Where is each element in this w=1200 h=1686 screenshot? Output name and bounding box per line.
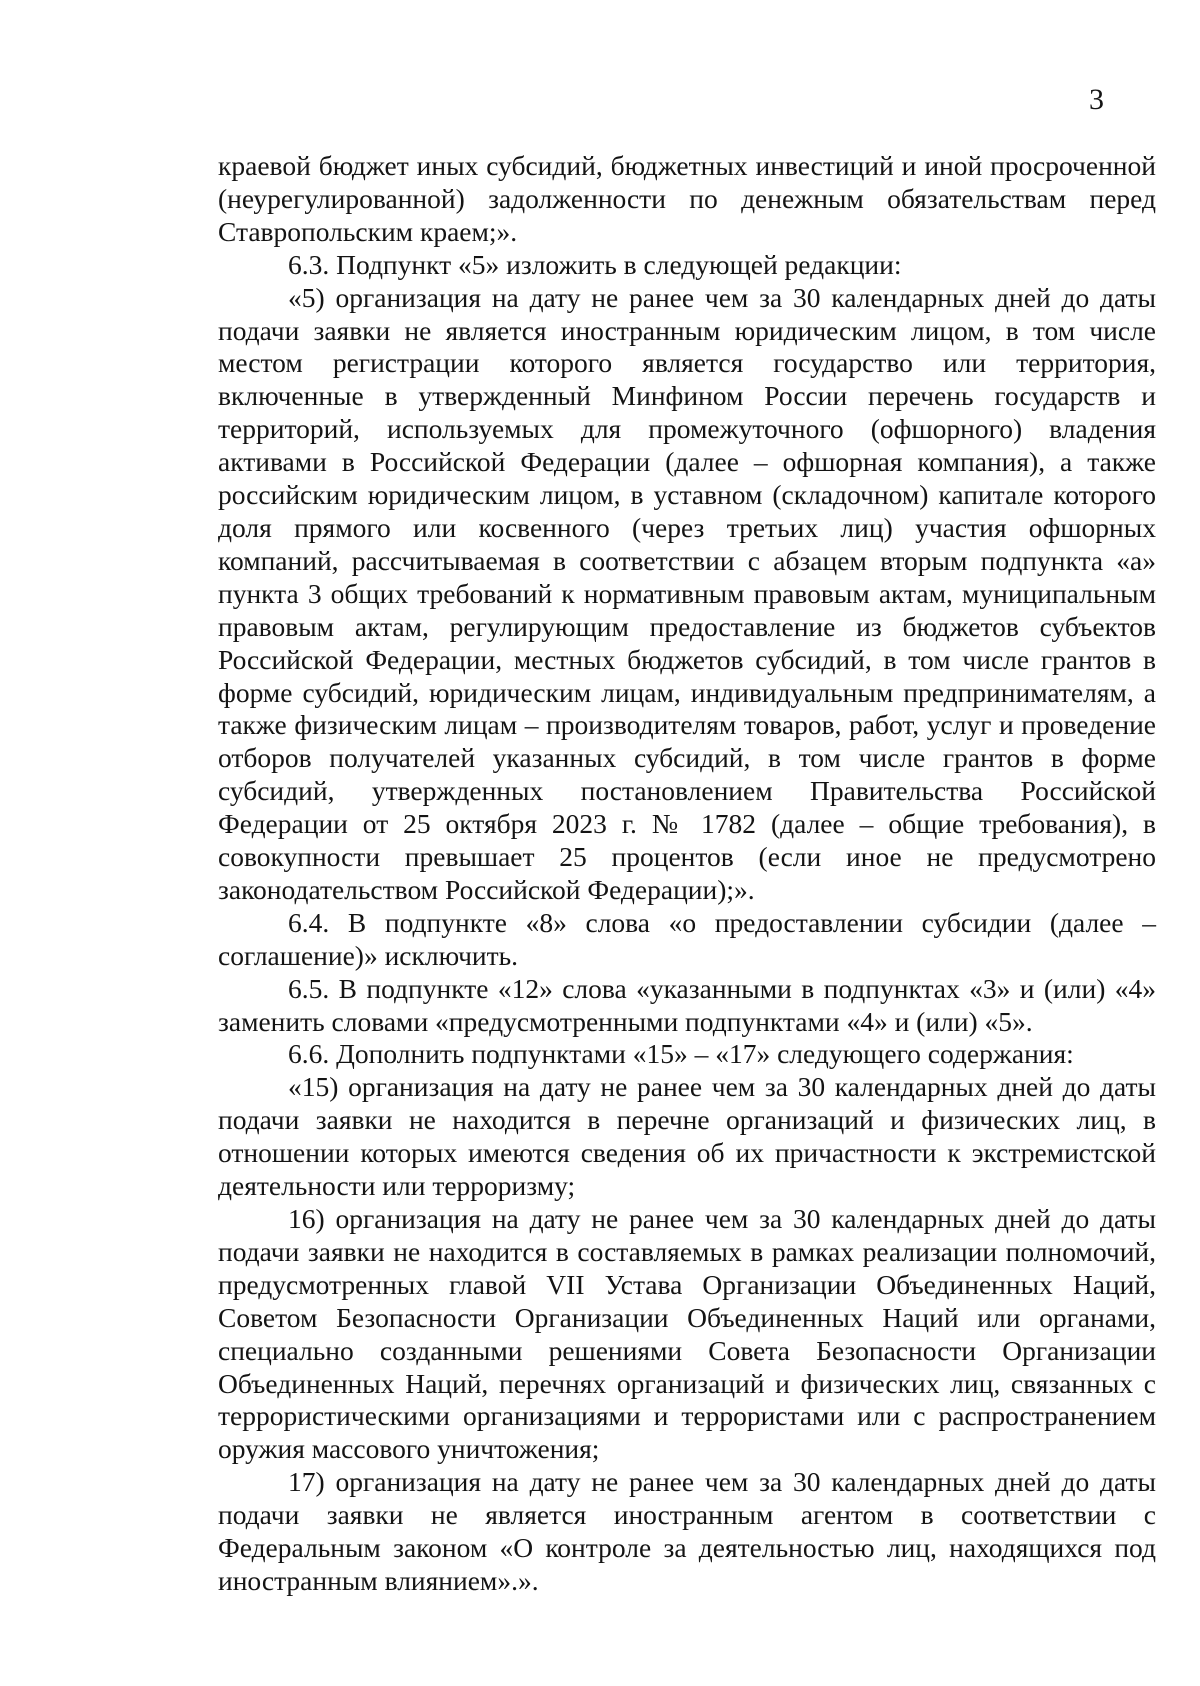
paragraph-subitem-5: «5) организация на дату не ранее чем за 30 календарных дней до даты подачи заявки не является иностранным юридическим лицом, в том числе местом регистрации которого является государство или территория, включенные в утвержденный Минфином России перечень государств и территорий, используемых для промежуточного (офшорного) владения активами в Российской Федерации (далее – офшорная компания), а также российским юридическим лицом, в уставном (складочном) капитале которого доля прямого или косвенного (через третьих лиц) участия офшорных компаний, рассчитываемая в соответствии с абзацем вторым подпункта «а» пункта 3 общих требований к нормативным правовым актам, муниципальным правовым актам, регулирующим предоставление из бюджетов субъектов Российской Федерации, местных бюджетов субсидий, в том числе грантов в форме субсидий, юридическим лицам, индивидуальным предпринимателям, а также физическим лицам – производителям товаров, работ, услуг и проведение отборов получателей указанных субсидий, в том числе грантов в форме субсидий, утвержденных постановлением Правительства Российской Федерации от 25 октября 2023 г. № 1782 (далее – общие требования), в совокупности превышает 25 процентов (если иное не предусмотрено законодательством Российской Федерации);».: [218, 281, 1156, 905]
paragraph-subitem-17: 17) организация на дату не ранее чем за 30 календарных дней до даты подачи заявки не является иностранным агентом в соответствии с Федеральным законом «О контроле за деятельностью лиц, находящихся под иностранным влиянием».».: [218, 1466, 1156, 1596]
paragraph-6-4: 6.4. В подпункте «8» слова «о предоставлении субсидии (далее – соглашение)» исключить.: [218, 906, 1156, 971]
paragraph-debt-clause-end: краевой бюджет иных субсидий, бюджетных инвестиций и иной просроченной (неурегулированной) задолженности по денежным обязательствам перед Ставропольским краем;».: [218, 150, 1156, 247]
paragraph-subitem-16: 16) организация на дату не ранее чем за 30 календарных дней до даты подачи заявки не находится в составляемых в рамках реализации полномочий, предусмотренных главой VII Устава Организации Объединенных Наций, Советом Безопасности Организации Объединенных Наций или органами, специально созданными решениями Совета Безопасности Организации Объединенных Наций, перечнях организаций и физических лиц, связанных с террористическими организациями и террористами или с распространением оружия массового уничтожения;: [218, 1203, 1156, 1465]
paragraph-6-3: 6.3. Подпункт «5» изложить в следующей редакции:: [288, 248, 902, 280]
document-body: [218, 150, 1156, 1598]
paragraph-subitem-15: «15) организация на дату не ранее чем за 30 календарных дней до даты подачи заявки не находится в перечне организаций и физических лиц, в отношении которых имеются сведения об их причастности к экстремистской деятельности или терроризму;: [218, 1071, 1156, 1202]
paragraph-6-5: 6.5. В подпункте «12» слова «указанными в подпунктах «3» и (или) «4» заменить словами «предусмотренными подпунктами «4» и (или) «5».: [218, 972, 1156, 1037]
page-number: 3: [1089, 83, 1104, 116]
paragraph-6-6: 6.6. Дополнить подпунктами «15» – «17» следующего содержания:: [288, 1038, 1074, 1070]
